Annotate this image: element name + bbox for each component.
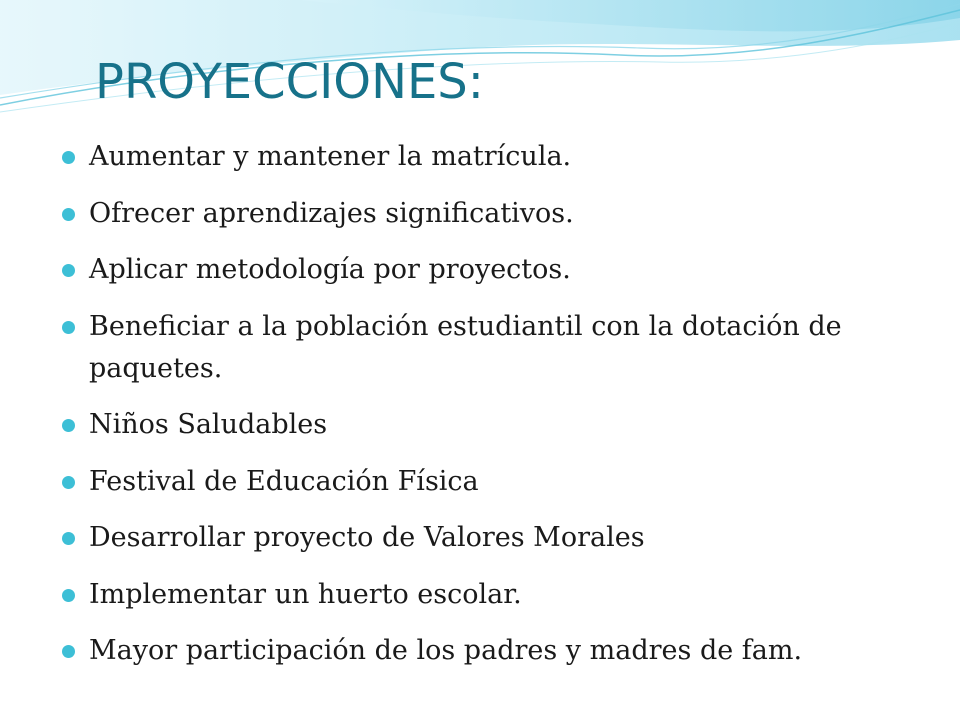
bullet-text: Mayor participación de los padres y madres de fam. [89, 635, 803, 666]
bullet-text: Beneficiar a la población estudiantil con la dotación de paquetes. [89, 310, 842, 384]
bullet-dot-icon [62, 476, 75, 489]
slide-title: PROYECCIONES: [95, 54, 484, 110]
bullet-text: Festival de Educación Física [89, 465, 479, 497]
bullet-dot-icon [62, 208, 75, 221]
bullet-text: Aplicar metodología por proyectos. [89, 254, 571, 285]
bullet-text: Implementar un huerto escolar. [89, 578, 522, 610]
bullet-text: Desarrollar proyecto de Valores Morales [89, 522, 645, 553]
bullet-text: Niños Saludables [89, 409, 328, 440]
bullet-item [62, 630, 922, 672]
bullet-list [62, 136, 922, 687]
bullet-dot-icon [62, 151, 75, 164]
bullet-dot-icon [62, 321, 75, 334]
bullet-item [62, 461, 922, 503]
bullet-item [62, 306, 922, 390]
bullet-dot-icon [62, 419, 75, 432]
bullet-text: Ofrecer aprendizajes significativos. [89, 197, 574, 229]
bullet-item [62, 517, 922, 559]
bullet-item [62, 574, 922, 616]
bullet-dot-icon [62, 645, 75, 658]
bullet-item [62, 249, 922, 291]
bullet-item [62, 404, 922, 446]
bullet-dot-icon [62, 589, 75, 602]
bullet-dot-icon [62, 264, 75, 277]
bullet-dot-icon [62, 532, 75, 545]
bullet-text: Aumentar y mantener la matrícula. [89, 141, 572, 172]
bullet-item [62, 193, 922, 235]
bullet-item [62, 136, 922, 178]
